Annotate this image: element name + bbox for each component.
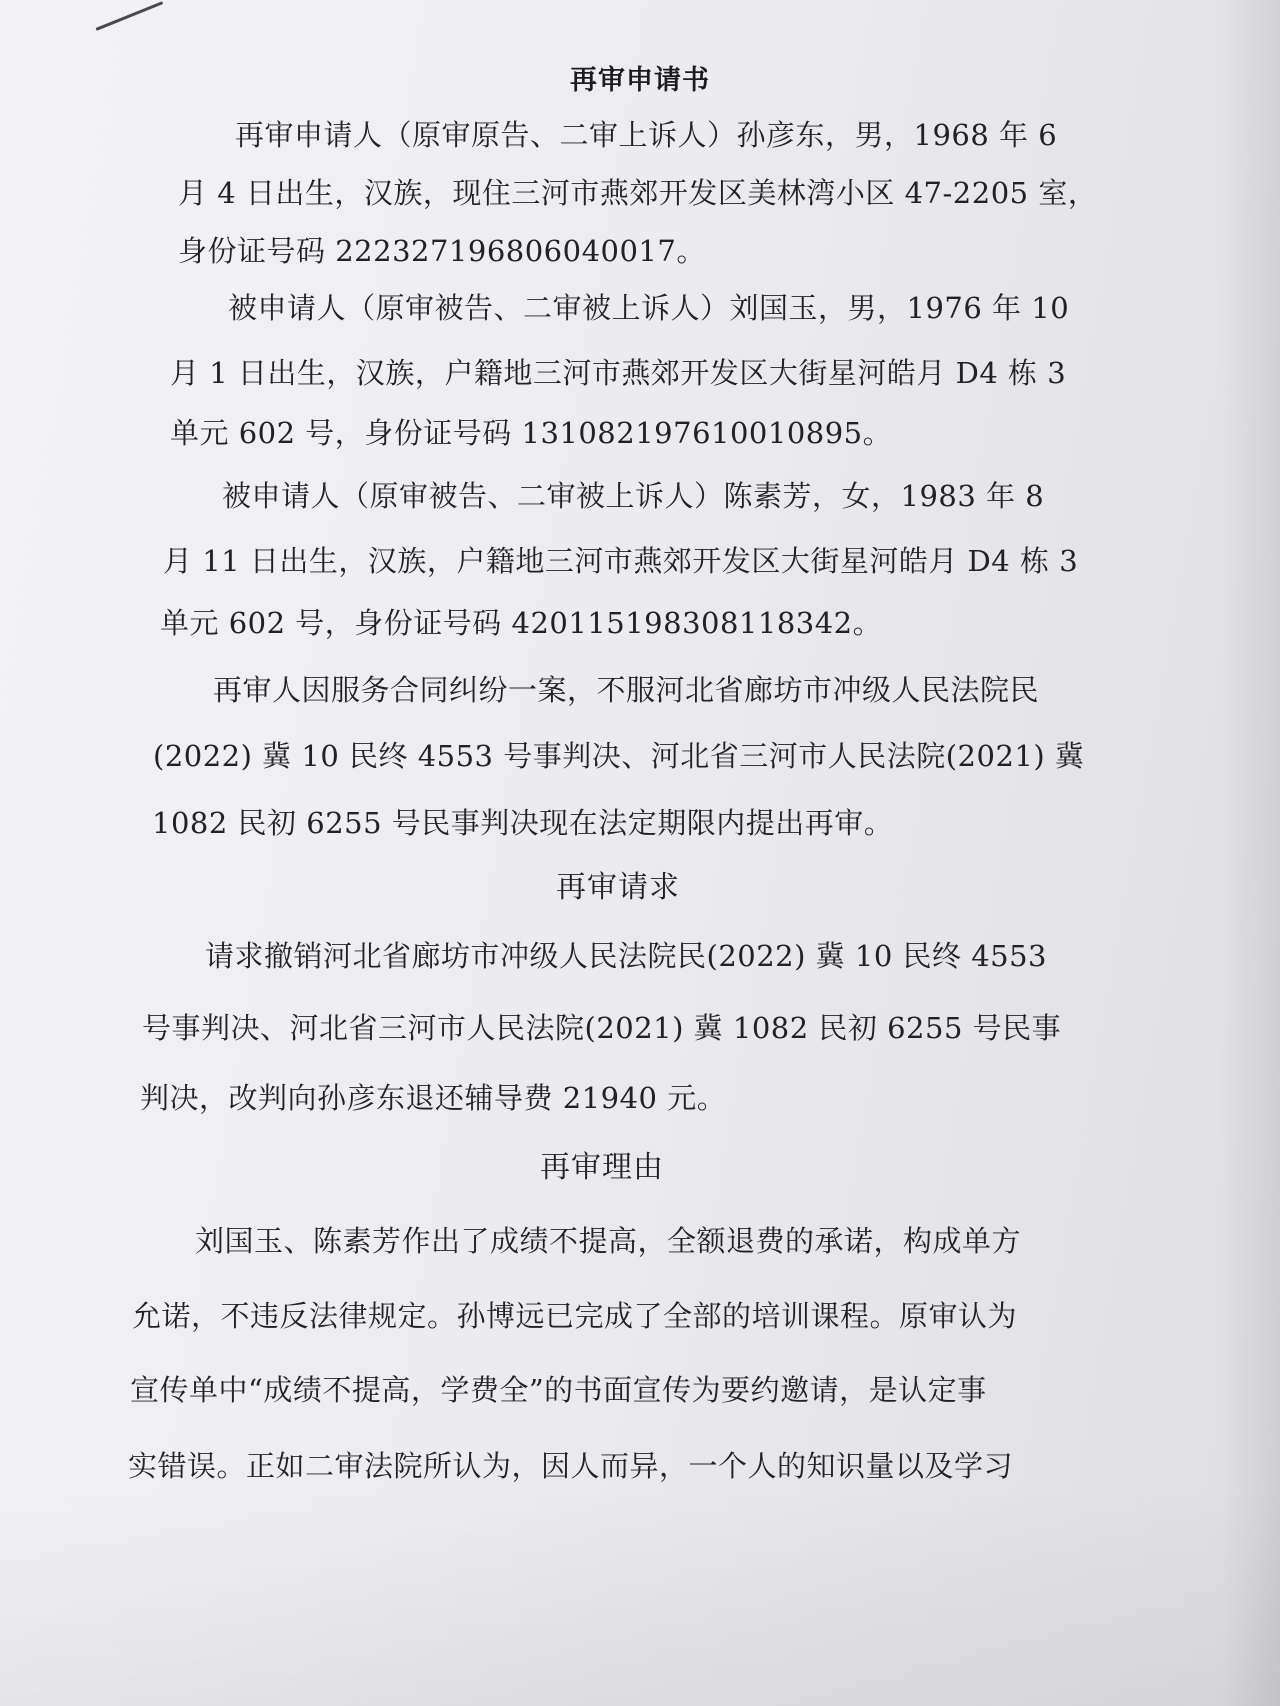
case-statement-line-1: 再审人因服务合同纠纷一案，不服河北省廊坊市冲级人民法院民 bbox=[213, 673, 1040, 707]
applicant-line-3: 身份证号码 222327196806040017。 bbox=[178, 234, 706, 268]
document-title: 再审申请书 bbox=[570, 65, 710, 96]
request-line-2: 号事判决、河北省三河市人民法院(2021) 冀 1082 民初 6255 号民事 bbox=[142, 1011, 1062, 1045]
case-statement-line-2: (2022) 冀 10 民终 4553 号事判决、河北省三河市人民法院(2021) 冀 bbox=[153, 739, 1085, 773]
respondent-1-line-2: 月 1 日出生，汉族，户籍地三河市燕郊开发区大街星河皓月 D4 栋 3 bbox=[170, 356, 1067, 390]
page-shadow-right bbox=[1220, 0, 1280, 1706]
case-statement-line-3: 1082 民初 6255 号民事判决现在法定期限内提出再审。 bbox=[152, 806, 894, 840]
respondent-2-line-2: 月 11 日出生，汉族，户籍地三河市燕郊开发区大街星河皓月 D4 栋 3 bbox=[163, 544, 1079, 578]
page-shadow-bottom bbox=[0, 1486, 1280, 1706]
applicant-line-1: 再审申请人（原审原告、二审上诉人）孙彦东，男，1968 年 6 bbox=[235, 118, 1058, 152]
respondent-1-line-1: 被申请人（原审被告、二审被上诉人）刘国玉，男，1976 年 10 bbox=[228, 291, 1070, 325]
pen-stroke-mark bbox=[95, 1, 163, 31]
reason-line-2: 允诺，不违反法律规定。孙博远已完成了全部的培训课程。原审认为 bbox=[132, 1299, 1018, 1333]
reason-line-1: 刘国玉、陈素芳作出了成绩不提高，全额退费的承诺，构成单方 bbox=[195, 1224, 1022, 1258]
section-heading-request: 再审请求 bbox=[556, 870, 680, 905]
respondent-2-line-3: 单元 602 号，身份证号码 420115198308118342。 bbox=[160, 606, 883, 640]
reason-line-4: 实错误。正如二审法院所认为，因人而异，一个人的知识量以及学习 bbox=[128, 1449, 1014, 1483]
respondent-1-line-3: 单元 602 号，身份证号码 131082197610010895。 bbox=[170, 416, 893, 450]
respondent-2-line-1: 被申请人（原审被告、二审被上诉人）陈素芳，女，1983 年 8 bbox=[222, 479, 1045, 513]
applicant-line-2: 月 4 日出生，汉族，现住三河市燕郊开发区美林湾小区 47-2205 室， bbox=[178, 176, 1098, 210]
request-line-3: 判决，改判向孙彦东退还辅导费 21940 元。 bbox=[140, 1081, 727, 1115]
section-heading-reason: 再审理由 bbox=[540, 1150, 664, 1185]
reason-line-3: 宣传单中“成绩不提高，学费全”的书面宣传为要约邀请，是认定事 bbox=[130, 1373, 987, 1407]
request-line-1: 请求撤销河北省廊坊市冲级人民法院民(2022) 冀 10 民终 4553 bbox=[205, 939, 1048, 973]
